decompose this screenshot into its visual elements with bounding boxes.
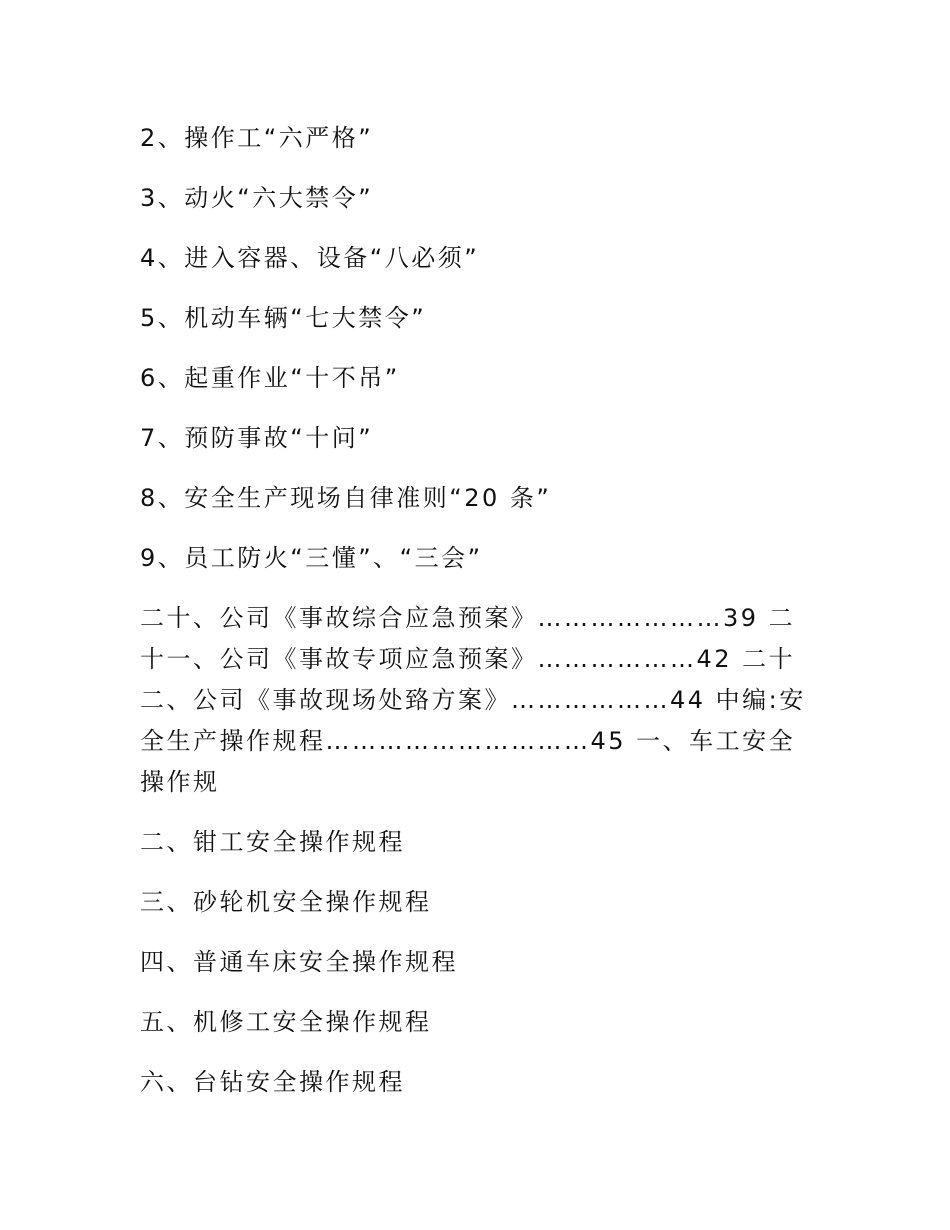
toc-line: 操作规 [140,768,220,796]
toc-line: 二十、公司《事故综合应急预案》…………………39 二 [140,604,796,632]
list-item: 五、机修工安全操作规程 [140,1008,432,1036]
list-item: 四、普通车床安全操作规程 [140,948,458,976]
list-item: 4、进入容器、设备“八必须” [140,244,480,272]
toc-paragraph [140,598,815,803]
toc-line: 十一、公司《事故专项应急预案》………………42 二十 [140,645,796,673]
list-item: 8、安全生产现场自律准则“20 条” [140,484,552,512]
list-item: 六、台钻安全操作规程 [140,1068,405,1096]
toc-line: 二、公司《事故现场处臵方案》………………44 中编:安 [140,686,806,714]
toc-line: 全生产操作规程…………………………45 一、车工安全 [140,727,796,755]
list-item: 三、砂轮机安全操作规程 [140,888,432,916]
list-item: 5、机动车辆“七大禁令” [140,304,427,332]
document-page [140,118,815,1122]
list-item: 9、员工防火“三懂”、“三会” [140,544,483,572]
list-item: 7、预防事故“十问” [140,424,374,452]
list-item: 3、动火“六大禁令” [140,184,374,212]
list-item: 二、钳工安全操作规程 [140,828,405,856]
list-item: 6、起重作业“十不吊” [140,364,400,392]
list-item: 2、操作工“六严格” [140,124,374,152]
